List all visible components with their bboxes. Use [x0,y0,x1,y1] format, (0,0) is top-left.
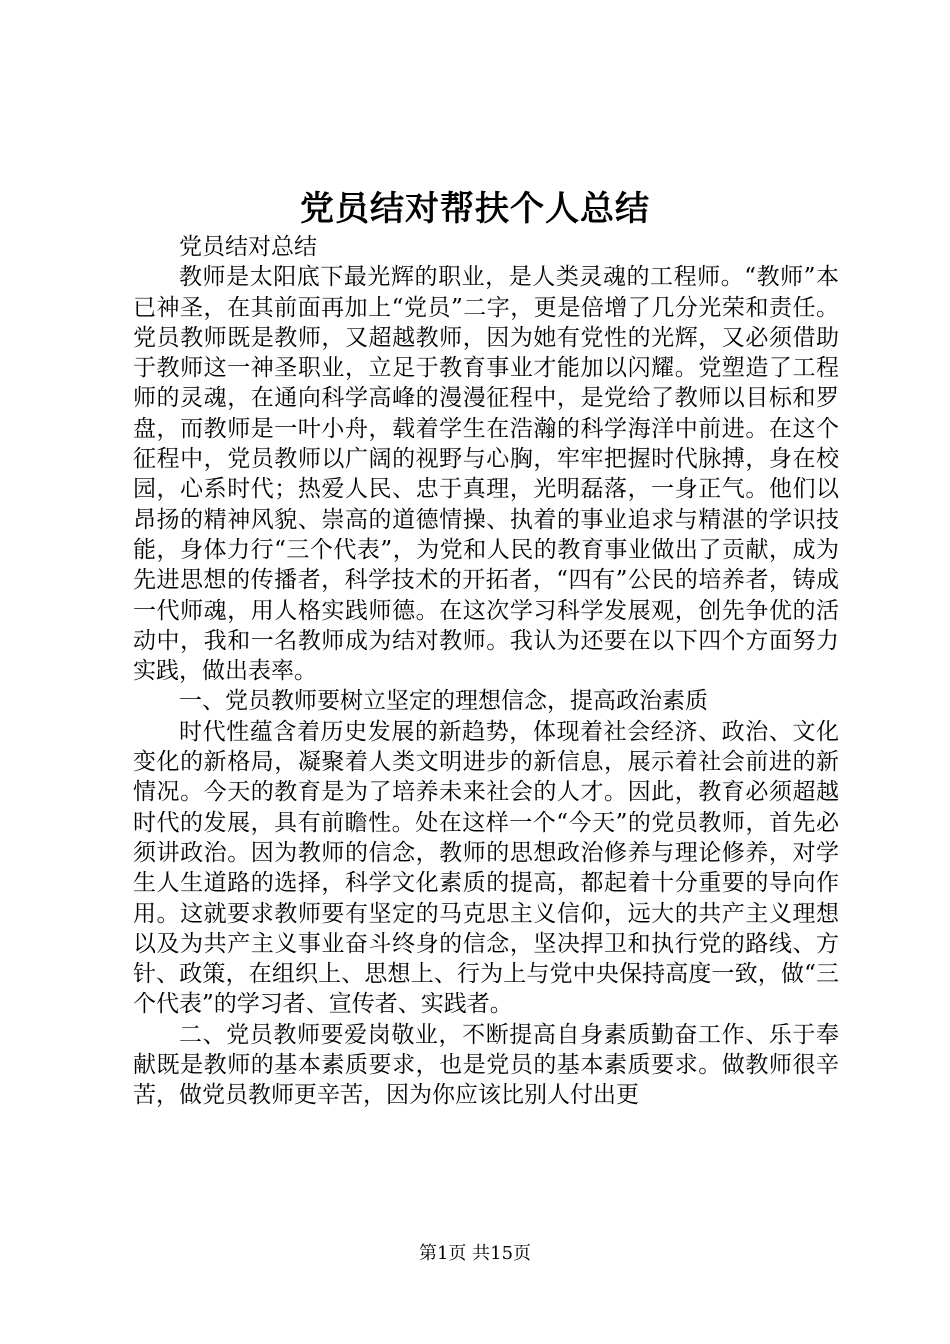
section-heading-1: 一、党员教师要树立坚定的理想信念，提高政治素质 [179,688,708,715]
document-title: 党员结对帮扶个人总结 [300,189,650,229]
page-number-footer: 第1页 共15页 [418,1243,532,1264]
document-body [133,232,839,1111]
paragraph-subtitle: 党员结对总结 [179,234,317,260]
paragraph-section-1: 时代性蕴含着历史发展的新趋势，体现着社会经济、政治、文化变化的新格局，凝聚着人类文明进步的新信息，展示着社会前进的新情况。今天的教育是为了培养未来社会的人才。因此，教育必须超越时代的发展，具有前瞻性。处在这样一个“今天”的党员教师，首先必须讲政治。因为教师的信念，教师的思想政治修养与理论修养，对学生人生道路的选择，科学文化素质的提高，都起着十分重要的导向作用。这就要求教师要有坚定的马克思主义信仰，远大的共产主义理想以及为共产主义事业奋斗终身的信念，坚决捍卫和执行党的路线、方针、政策，在组织上、思想上、行为上与党中央保持高度一致，做“三个代表”的学习者、宣传者、实践者。 [133,718,839,1018]
paragraph-section-2: 二、党员教师要爱岗敬业，不断提高自身素质勤奋工作、乐于奉献既是教师的基本素质要求，也是党员的基本素质要求。做教师很辛苦，做党员教师更辛苦，因为你应该比别人付出更 [133,1021,839,1109]
paragraph-intro: 教师是太阳底下最光辉的职业，是人类灵魂的工程师。“教师”本已神圣，在其前面再加上“党员”二字，更是倍增了几分光荣和责任。党员教师既是教师，又超越教师，因为她有党性的光辉，又必须借助于教师这一神圣职业，立足于教育事业才能加以闪耀。党塑造了工程师的灵魂，在通向科学高峰的漫漫征程中，是党给了教师以目标和罗盘，而教师是一叶小舟，载着学生在浩瀚的科学海洋中前进。在这个征程中，党员教师以广阔的视野与心胸，牢牢把握时代脉搏，身在校园，心系时代；热爱人民、忠于真理，光明磊落，一身正气。他们以昂扬的精神风貌、崇高的道德情操、执着的事业追求与精湛的学识技能，身体力行“三个代表”，为党和人民的教育事业做出了贡献，成为先进思想的传播者，科学技术的开拓者，“四有”公民的培养者，铸成一代师魂，用人格实践师德。在这次学习科学发展观，创先争优的活动中，我和一名教师成为结对教师。我认为还要在以下四个方面努力实践，做出表率。 [133,264,839,685]
